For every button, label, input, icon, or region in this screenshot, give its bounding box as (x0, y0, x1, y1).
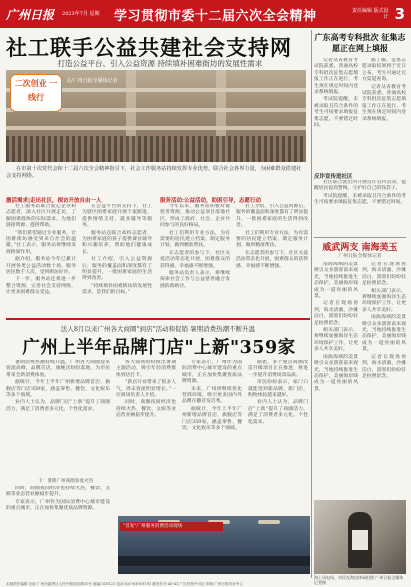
section-editor: 责任编辑 版式设计 (351, 8, 389, 20)
article2-caption: 下：暑期广州商圈客流火热 (38, 479, 94, 484)
sidebar1-column-2: 据了解，征集志愿录取结果将于近日公布，考生可通过官方渠道查询。 记者从省教育考试院获悉，普通高校专科批次征集志愿填报工作正在进行，考生须在规定时间内登录系统填报。 (362, 58, 406, 122)
article1-colhead-1: 激活需求|走出社区，探访开放自由一人 (6, 198, 102, 204)
article2-column-2: 各大商场纷纷推出暑期主题活动，吸引年轻消费群体到店打卡。 “新店开业带来了很多人气，周末客流明显增长。”一位商场负责人介绍。 同时，商圈夜间经济也持续火热，餐饮、文娱等业态营业额稳步提升。 (116, 360, 176, 419)
article2-column-3: 专家表示，广州作为国际消费中心城市建设的重点城市，正在加快集聚优质品牌资源。 未来，广州将继续优化营商环境，吸引更多国内外品牌在穗首发首秀。 据统计，今年上半年广州新增品牌首店、旗舰店等门店359家，涵盖零售、餐饮、文化娱乐等多个领域。 (182, 360, 242, 432)
sidebar2-headline: 威武两支 南海美玉 (322, 243, 398, 253)
article2-top-rule (6, 318, 310, 320)
masthead (0, 0, 411, 28)
article2-column-4: 据悉，多个重点商圈改造升级项目正在推进，将进一步提升消费场景品质。 市民纷纷表示，家门口就能逛到新品牌、新门店，购物体验越来越好。 业内人士认为，品牌门店“上新”提升了商圈活力，满足了消费者多元化、个性化需求。 (248, 360, 308, 425)
series-badge: 二次创业 一线行 (10, 74, 62, 112)
article1-column-4: 社工介绍，引入公益资源后，服务的覆盖面和深度都有了明显提升，一批困难家庭的生活得到改善。 社工们利用专业方法，为有需要的居民建立档案、制定服务计划，做到精准帮扶。 在志愿者的参与下，社区关爱活动常态化开展，困难群众的获得感、幸福感不断增强。 (236, 204, 308, 269)
sidebar2-column-1: 南海海域的美景吸引众多游客前来观光，当地持续推进生态保护，美丽海岸线成为一道亮丽的风景。 记者在现场看到，海水清澈，沙滩洁白，游客们纷纷驻足拍照留念。 相关部门表示，将继续加强海洋生态环境保护工作，让更多人共享美好。 南海海域的美景吸引众多游客前来观光，当地持续推进生态保护，美丽海岸线成为一道亮丽的风景。 (314, 262, 358, 392)
sidebar1-item2-text: 社区联合派出所开展反诈宣传活动，提醒居民提高警惕，守护好自己的钱袋子。 考试院提醒，未被录取且符合条件的考生可按要求填报征集志愿，不要错过时间。 (314, 180, 406, 206)
issue-date: 2023年7月 星期 (62, 11, 100, 17)
article1-column-3: 今年以来，服务站积极对接慈善资源，推动公益项目落地社区，形成了政府、社会、企业共同参与的良好格局。 社工们利用专业方法，为有需要的居民建立档案、制定服务计划，做到精准帮扶。 在志愿者的参与下，社区关爱活动常态化开展，困难群众的获得感、幸福感不断增强。 服务站负责人表示，将继续探索社会工作与公益慈善融合发展的新路径。 (160, 204, 230, 289)
sidebar1-headline: 广东高考专科批次 征集志愿正在网上填报 (314, 32, 406, 53)
sidebar2-photo (314, 500, 406, 574)
sidebar2-subhead: 广州日报全媒体记者 (338, 254, 382, 259)
article2-photo-caption: "首发"广州服务消费活动现场 (120, 522, 223, 531)
sidebar2-photo-caption: 海上风电场，市民在海边休闲拍照 广州日报全媒体记者摄 (314, 575, 404, 585)
article1-column-2: 在公益平台的支持下，社工为辖区困难家庭开展个案跟进，提供情绪支持、就业辅导等服务。 服务站还联合高校志愿者，为困难家庭的孩子提供课业辅导和兴趣培养，帮助他们健康成长。 社工介绍，引入公益资源后，服务的覆盖面和深度都有了明显提升，一批困难家庭的生活得到改善。 “持续填补困难街坊的发展性需求，是我们的目标。” (82, 204, 152, 296)
photo-credit: 文/广州日报全媒体记者 (66, 78, 118, 84)
article1-lede: 在市第十次党代会和十二届六次全会精神指引下，社会工作服务站持续发挥专业优势，联合社会各界力量，为困难群众搭建社会支持网络。 (6, 166, 302, 179)
sidebar1-column-1: 记者从省教育考试院获悉，普通高校专科批次征集志愿填报工作正在进行，考生须在规定时间内登录系统填报。 考试院提醒，未被录取且符合条件的考生可按要求填报征集志愿，不要错过时间。 (314, 58, 358, 129)
article1-subhead: 打造公益平台、引入公益资源 持续填补困难街坊的发展性需求 (57, 59, 263, 68)
article1-colhead-2: 服务活动:公益活动，助困引导，志愿行动 (160, 198, 262, 204)
article1-headline: 社工联手公益共建社会支持网 (6, 35, 292, 60)
article2-column-1b: 同时，商圈夜间经济也持续火热，餐饮、文娱等业态营业额稳步提升。 专家表示，广州作为国际消费中心城市建设的重点城市，正在加快集聚优质品牌资源。 (6, 486, 110, 512)
page-number: 3 (394, 5, 405, 23)
article2-kicker: 法人8月以来广州各大商圈"到店"活动和促销 暑期消费热潮不断升温 (60, 325, 256, 333)
sidebar1-item2-head: 反诈宣传进社区 (314, 174, 353, 180)
masthead-slogan: 学习贯彻市委十二届六次全会精神 (114, 8, 317, 24)
newspaper-logo: 广州日报 (6, 7, 55, 22)
article1-photo (6, 70, 306, 162)
article1-column-1: 社工服务站联合爱心企业和志愿者，深入社区开展走访，了解困难群体的实际需求，为他们链接资源、提供帮助。 “我们希望通过专业服务，让困难街坊感受到来自社会的温暖。”社工表示，服务站将继续发挥桥梁作用。 据介绍，服务站今年已累计开展各类公益活动数十场，服务居民数千人次，受到街坊好评。 下一步，服务站还将进一步整合资源，完善社会支持网络，让更多困难群众受益。 (6, 204, 76, 296)
article2-column-1: 暑期消费热潮持续升温，广州各大商圈迎来客流高峰，品牌首店、旗舰店纷纷落地，为市民带来全新消费体验。 据统计，今年上半年广州新增品牌首店、旗舰店等门店359家，涵盖零售、餐饮、文化娱乐等多个领域。 业内人士认为，品牌门店“上新”提升了商圈活力，满足了消费者多元化、个性化需求。 (6, 360, 110, 412)
sidebar2-column-2: 记者在现场看到，海水清澈，沙滩洁白，游客们纷纷驻足拍照留念。 相关部门表示，将继续加强海洋生态环境保护工作，让更多人共享美好。 南海海域的美景吸引众多游客前来观光，当地持续推进生态保护，美丽海岸线成为一道亮丽的风景。 记者在现场看到，海水清澈，沙滩洁白，游客们纷纷驻足拍照留念。 (362, 262, 406, 379)
page-footer: 本版责任编辑 社址:广州市越秀区人民中路同乐路10号 邮编:510121 电话:020-81919191 邮发代号:45-41 广告经营许可证 印刷:广州日报印务中心 (6, 582, 243, 586)
article2-headline: 广州上半年品牌门店"上新"359家 (22, 338, 296, 358)
